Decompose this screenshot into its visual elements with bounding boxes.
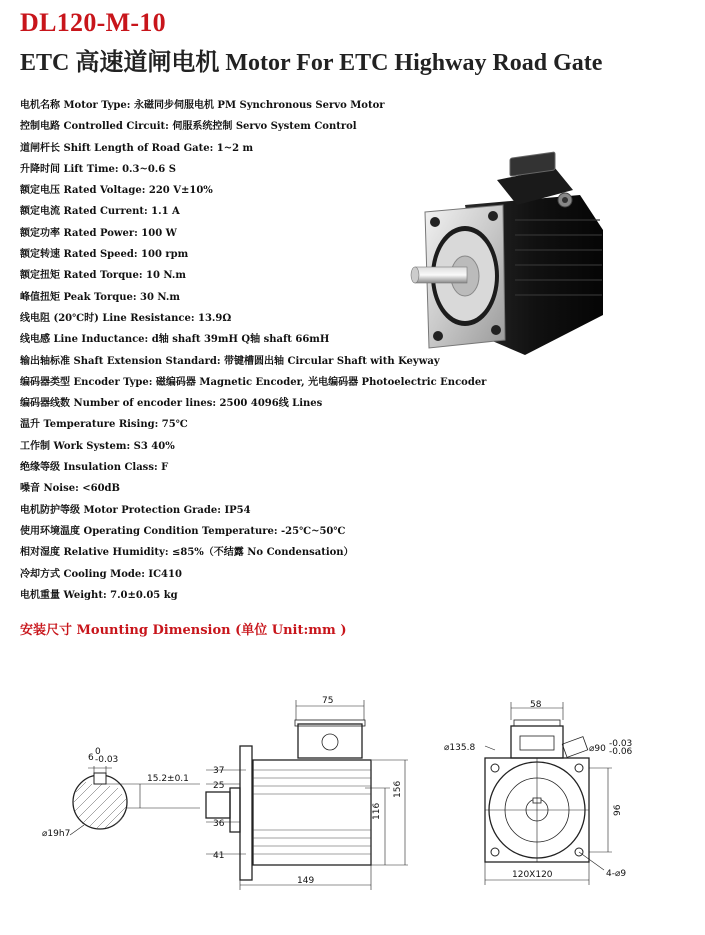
spec-item: 线电阻 (20℃时) Line Resistance: 13.9Ω [20,312,232,324]
spec-item: 冷却方式 Cooling Mode: IC410 [20,568,182,580]
front-height-96: 96 [613,804,623,816]
side-encoder-width-label: 75 [322,696,334,706]
shaft-diameter-label: ⌀19h7 [42,829,71,839]
spec-item: 电机防护等级 Motor Protection Grade: IP54 [20,504,251,516]
spec-item: 使用环境温度 Operating Condition Temperature: -25℃~50℃ [20,525,346,537]
spec-item: 编码器线数 Number of encoder lines: 2500 4096线 Lines [20,398,323,410]
shaft-key-tol-bottom: -0.03 [95,755,119,765]
side-dim-37: 37 [213,766,225,776]
front-pcd-label: ⌀135.8 [444,743,476,753]
spec-item: 峰值扭矩 Peak Torque: 30 N.m [20,291,180,303]
spec-item: 线电感 Line Inductance: d轴 shaft 39mH Q轴 shaft 66mH [20,334,330,346]
side-dim-41: 41 [213,851,225,861]
front-pilot-label: ⌀90 [589,744,606,754]
shaft-key-width-label: 6 [88,753,94,763]
side-height-156: 156 [393,780,403,798]
spec-item: 额定电压 Rated Voltage: 220 V±10% [20,185,213,197]
shaft-key-tol-top: 0 [95,747,101,757]
spec-item: 额定电流 Rated Current: 1.1 A [20,206,180,218]
shaft-section-drawing [42,747,200,839]
spec-item: 输出轴标准 Shaft Extension Standard: 带键槽圆出轴 Circular Shaft with Keyway [20,355,440,367]
spec-item: 编码器类型 Encoder Type: 磁编码器 Magnetic Encoder, 光电编码器 Photoelectric Encoder [20,376,487,388]
spec-item: 控制电路 Controlled Circuit: 伺服系统控制 Servo System Control [20,121,357,133]
front-pilot-tol-top: -0.03 [609,739,633,749]
motor-front-view-drawing [444,700,633,885]
product-model-title: DL120-M-10 [20,8,166,37]
spec-item: 额定功率 Rated Power: 100 W [20,227,177,239]
front-holes-label: 4-⌀9 [606,869,627,879]
front-flange-label: 120X120 [512,870,553,880]
spec-item: 道闸杆长 Shift Length of Road Gate: 1~2 m [20,142,254,154]
shaft-key-height-label: 15.2±0.1 [147,774,189,784]
spec-item: 噪音 Noise: <60dB [20,483,120,495]
mounting-dimension-title: 安装尺寸 Mounting Dimension (单位 Unit:mm ) [20,623,347,638]
product-subtitle: ETC 高速道闸电机 Motor For ETC Highway Road Gate [20,50,603,76]
spec-item: 温升 Temperature Rising: 75℃ [20,419,188,431]
spec-item: 相对湿度 Relative Humidity: ≤85%（不结露 No Condensation） [20,547,354,559]
motor-side-view-drawing [206,696,408,890]
spec-item: 升降时间 Lift Time: 0.3~0.6 S [20,163,176,175]
mounting-drawings [0,680,705,935]
spec-item: 额定转速 Rated Speed: 100 rpm [20,249,189,261]
side-height-116: 116 [372,802,382,820]
side-length-label: 149 [297,876,315,886]
spec-item: 电机名称 Motor Type: 永磁同步伺服电机 PM Synchronous Servo Motor [20,100,385,111]
front-pilot-tol-bottom: -0.06 [609,747,633,757]
side-dim-25: 25 [213,781,225,791]
front-encoder-width-label: 58 [530,700,542,710]
motor-photo [405,150,615,365]
spec-item: 绝缘等级 Insulation Class: F [20,462,169,474]
spec-item: 额定扭矩 Rated Torque: 10 N.m [20,270,186,282]
side-dim-36: 36 [213,819,225,829]
spec-item: 电机重量 Weight: 7.0±0.05 kg [20,589,178,601]
spec-item: 工作制 Work System: S3 40% [20,440,175,452]
